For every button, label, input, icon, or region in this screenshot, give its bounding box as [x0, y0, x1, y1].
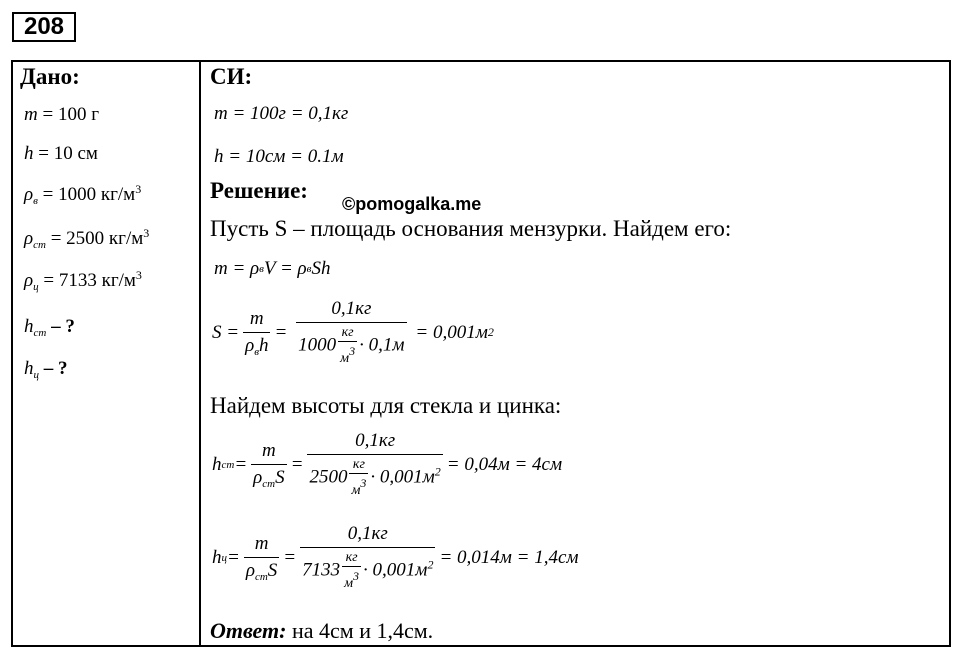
given-density-glass: $\rho_{ст} = 2500$ $кг/м^3$: [24, 226, 150, 251]
given-height: h = 10 см: [24, 143, 98, 164]
eq-area: S = $\frac{m}{\rho_вh}$ = 0,1кг 1000 кг $м^3$ · 0,1м = 0,001м 2: [212, 298, 494, 366]
find-h-zinc: $h_ц$ – ?: [24, 358, 68, 381]
given-mass: m = 100 г: [24, 104, 99, 125]
eq-h-glass: h ст = $\frac{m}{\rho_{ст}S}$ = 0,1кг 2500 кг $м^3$ · $0,001м^2$ = 0,04м = 4см: [212, 430, 563, 498]
si-height: h = 10см = 0.1м: [214, 146, 344, 167]
intro-text: Пусть S – площадь основания мензурки. Найдем его:: [210, 216, 732, 241]
eq-h-zinc: h ц = $\frac{m}{\rho_{ст}S}$ = 0,1кг 7133 кг $м^3$ · $0,001м^2$ = 0,014м = 1,4см: [212, 523, 579, 591]
problem-number: 208: [12, 12, 76, 42]
si-mass: m = 100г = 0,1кг: [214, 103, 349, 124]
given-header: Дано:: [20, 64, 80, 89]
watermark: ©pomogalka.me: [342, 194, 482, 214]
answer-label: Ответ:: [210, 618, 287, 643]
solution-header: Решение:: [210, 178, 308, 203]
find-h-glass: $h_{ст}$ – ?: [24, 316, 75, 339]
given-density-water: $\rho_в = 1000$ $кг/м^3$: [24, 182, 142, 207]
answer-text: на 4см и 1,4см.: [291, 618, 434, 643]
eq-mass: m = ρ в V = ρ в Sh: [214, 258, 331, 279]
answer: [210, 618, 433, 644]
given-density-zinc: $\rho_ц = 7133$ $кг/м^3$: [24, 268, 142, 293]
si-header: СИ:: [210, 64, 253, 89]
column-divider: [199, 60, 201, 645]
heights-text: Найдем высоты для стекла и цинка:: [210, 393, 562, 418]
